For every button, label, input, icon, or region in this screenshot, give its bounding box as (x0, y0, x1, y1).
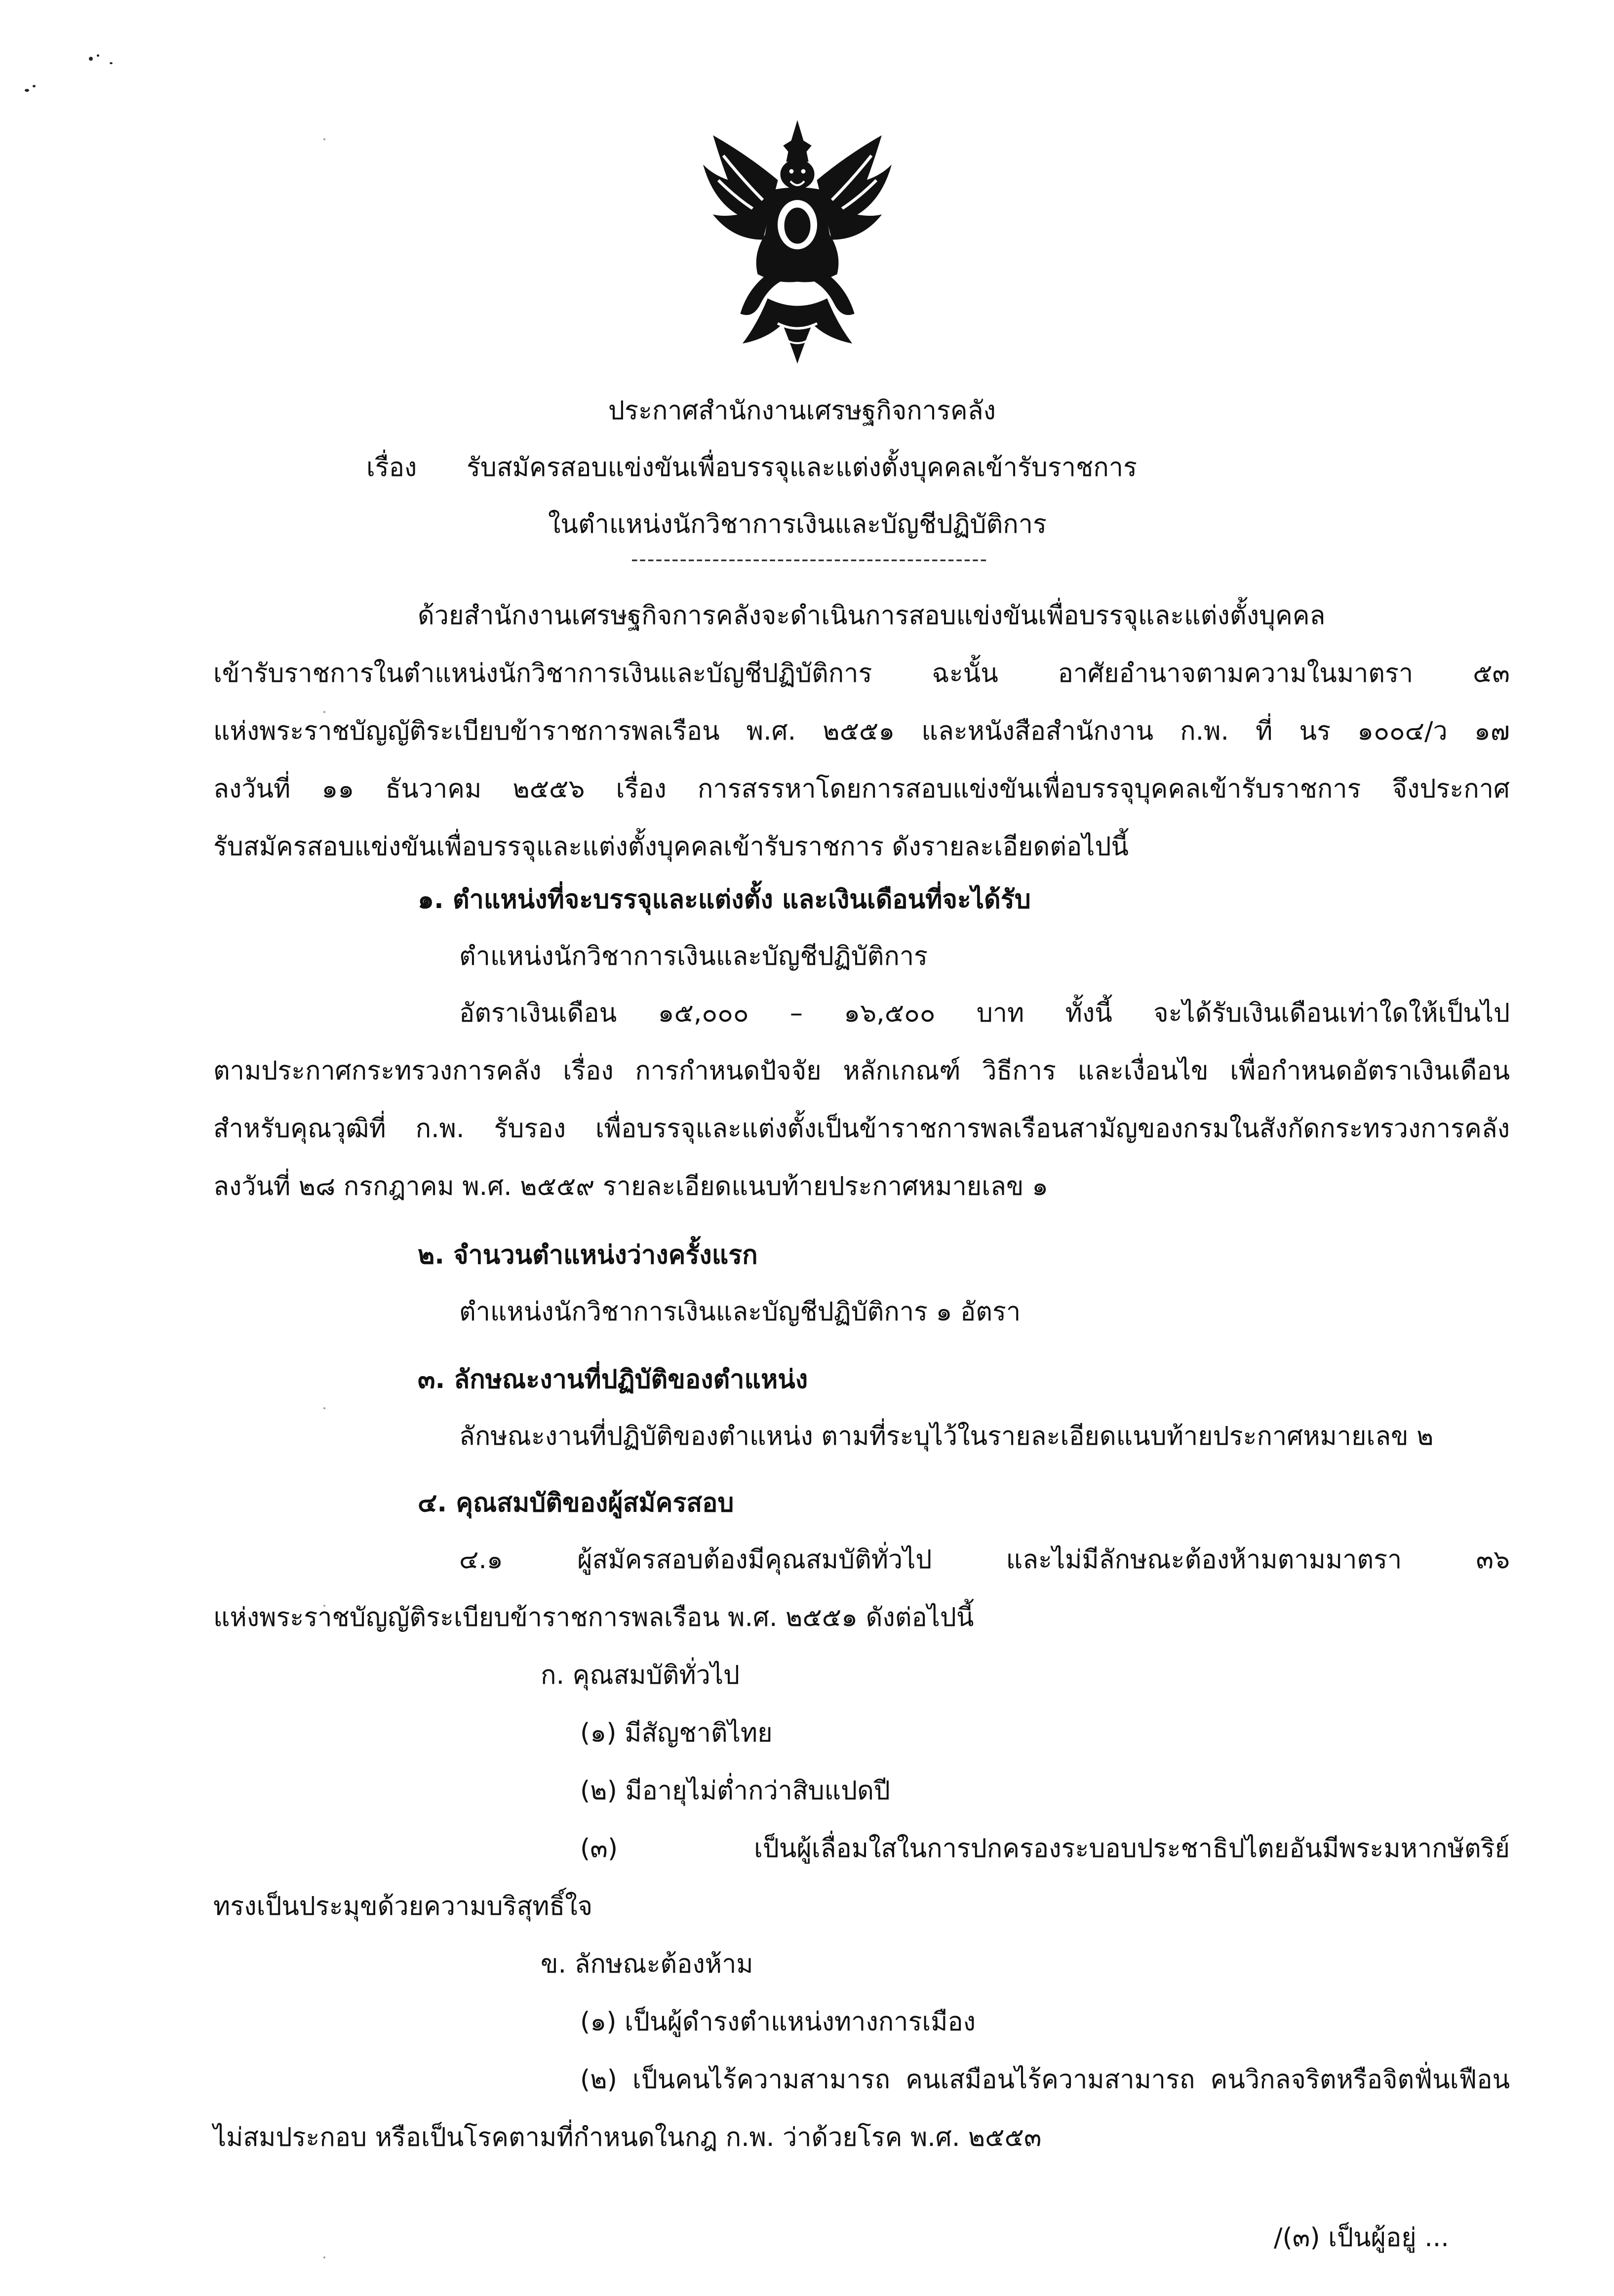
prohibited-heading: ข. ลักษณะต้องห้าม (541, 1949, 753, 1979)
general-item-2: (๒) มีอายุไม่ต่ำกว่าสิบแปดปี (580, 1776, 890, 1806)
scan-speck (33, 85, 36, 87)
intro-line-3: แห่งพระราชบัญญัติระเบียบข้าราชการพลเรือน พ.ศ. ๒๕๕๑ และหนังสือสำนักงาน ก.พ. ที่ นร ๑๐๐๔/ว ๑๗ (213, 716, 1510, 746)
page-continuation: /(๓) เป็นผู้อยู่ ... (1274, 2223, 1449, 2253)
general-item-3-continued: ทรงเป็นประมุขด้วยความบริสุทธิ์ใจ (213, 1892, 593, 1921)
section-3-body: ลักษณะงานที่ปฏิบัติของตำแหน่ง ตามที่ระบุไว้ในรายละเอียดแนบท้ายประกาศหมายเลข ๒ (459, 1422, 1434, 1451)
section-1-salary-line-2: ตามประกาศกระทรวงการคลัง เรื่อง การกำหนดปัจจัย หลักเกณฑ์ วิธีการ และเงื่อนไข เพื่อกำหนดอัตราเงินเดือน (213, 1056, 1510, 1086)
header-divider: -------------------------------------------- (631, 548, 988, 571)
subject-line-2: ในตำแหน่งนักวิชาการเงินและบัญชีปฏิบัติการ (548, 510, 1047, 539)
intro-line-5: รับสมัครสอบแข่งขันเพื่อบรรจุและแต่งตั้งบุคคลเข้ารับราชการ ดังรายละเอียดต่อไปนี้ (213, 832, 1129, 862)
scan-speck (97, 54, 99, 57)
section-3-heading: ๓. ลักษณะงานที่ปฏิบัติของตำแหน่ง (418, 1365, 808, 1394)
subject-label: เรื่อง (366, 453, 417, 482)
scan-speck (110, 62, 113, 64)
general-item-1: (๑) มีสัญชาติไทย (580, 1718, 773, 1748)
section-2-body: ตำแหน่งนักวิชาการเงินและบัญชีปฏิบัติการ ๑ อัตรา (459, 1297, 1021, 1327)
section-1-heading: ๑. ตำแหน่งที่จะบรรจุและแต่งตั้ง และเงินเดือนที่จะได้รับ (418, 885, 1031, 914)
section-1-salary-line-3: สำหรับคุณวุฒิที่ ก.พ. รับรอง เพื่อบรรจุและแต่งตั้งเป็นข้าราชการพลเรือนสามัญของกรมในสังกัดกระทรวงการคลัง (213, 1114, 1510, 1144)
announcement-title: ประกาศสำนักงานเศรษฐกิจการคลัง (608, 396, 996, 426)
intro-line-4: ลงวันที่ ๑๑ ธันวาคม ๒๕๕๖ เรื่อง การสรรหาโดยการสอบแข่งขันเพื่อบรรจุบุคคลเข้ารับราชการ จึงประกาศ (213, 774, 1510, 804)
section-4-heading: ๔. คุณสมบัติของผู้สมัครสอบ (418, 1488, 734, 1518)
section-1-position: ตำแหน่งนักวิชาการเงินและบัญชีปฏิบัติการ (459, 942, 928, 971)
intro-line-2: เข้ารับราชการในตำแหน่งนักวิชาการเงินและบัญชีปฏิบัติการ ฉะนั้น อาศัยอำนาจตามความในมาตรา ๕๓ (213, 659, 1510, 688)
section-4-1-line-2: แห่งพระราชบัญญัติระเบียบข้าราชการพลเรือน พ.ศ. ๒๕๕๑ ดังต่อไปนี้ (213, 1603, 974, 1632)
intro-line-1: ด้วยสำนักงานเศรษฐกิจการคลังจะดำเนินการสอบแข่งขันเพื่อบรรจุและแต่งตั้งบุคคล (418, 601, 1326, 631)
prohibited-item-1: (๑) เป็นผู้ดำรงตำแหน่งทางการเมือง (580, 2007, 976, 2037)
section-2-heading: ๒. จำนวนตำแหน่งว่างครั้งแรก (418, 1240, 758, 1270)
section-4-1-line-1: ๔.๑ ผู้สมัครสอบต้องมีคุณสมบัติทั่วไป และไม่มีลักษณะต้องห้ามตามมาตรา ๓๖ (459, 1545, 1510, 1575)
garuda-emblem (694, 116, 901, 365)
scan-speck (323, 1407, 325, 1409)
scan-speck (25, 89, 29, 92)
scan-speck (323, 138, 325, 140)
section-1-salary-line-4: ลงวันที่ ๒๘ กรกฎาคม พ.ศ. ๒๕๕๙ รายละเอียดแนบท้ายประกาศหมายเลข ๑ (213, 1172, 1048, 1201)
scan-speck (89, 57, 93, 61)
section-1-salary-line-1: อัตราเงินเดือน ๑๕,๐๐๐ – ๑๖,๕๐๐ บาท ทั้งนี้ จะได้รับเงินเดือนเท่าใดให้เป็นไป (459, 998, 1510, 1028)
general-item-3: (๓) เป็นผู้เลื่อมใสในการปกครองระบอบประชาธิปไตยอันมีพระมหากษัตริย์ (580, 1834, 1510, 1863)
prohibited-item-2: (๒) เป็นคนไร้ความสามารถ คนเสมือนไร้ความสามารถ คนวิกลจริตหรือจิตฟั่นเฟือน (580, 2065, 1510, 2095)
subject-line-1: รับสมัครสอบแข่งขันเพื่อบรรจุและแต่งตั้งบุคคลเข้ารับราชการ (467, 453, 1137, 482)
prohibited-item-2-continued: ไม่สมประกอบ หรือเป็นโรคตามที่กำหนดในกฎ ก.พ. ว่าด้วยโรค พ.ศ. ๒๕๕๓ (213, 2123, 1042, 2152)
scan-speck (323, 2256, 325, 2258)
general-qualifications-heading: ก. คุณสมบัติทั่วไป (541, 1661, 740, 1690)
scan-speck (323, 711, 325, 713)
